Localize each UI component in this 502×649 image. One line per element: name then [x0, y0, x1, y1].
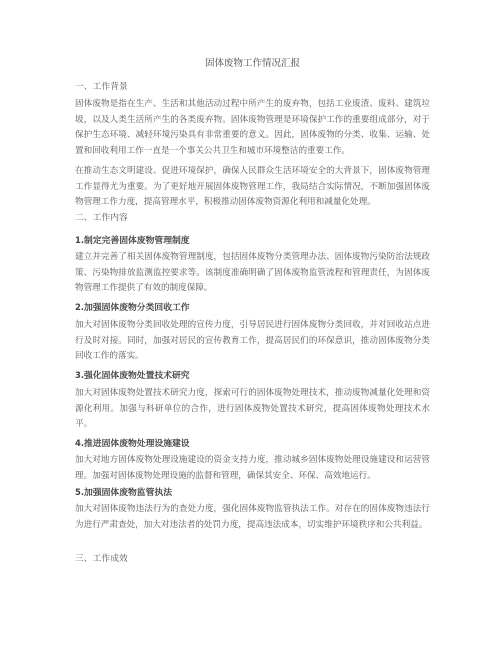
- item-heading-3: [75, 369, 190, 382]
- document-title: 固体废物工作情况汇报: [204, 58, 300, 69]
- item-paragraph-1: 建立并完善了相关固体废物管理制度，包括固体废物分类管理办法、固体废物污染防治法规政策、污染物排放监测监控要求等。该制度准确明确了固体废物监管流程和管理责任，为固体废物管理工作提供了有效的制度保障。: [75, 252, 430, 294]
- item-heading-1: [75, 234, 190, 247]
- section-heading-results: 三、工作成效: [75, 554, 128, 564]
- item-title: 制定完善固体废物管理制度: [84, 236, 190, 246]
- item-number: 3.: [75, 370, 85, 380]
- item-paragraph-5: 加大对固体废物违法行为的查处力度，强化固体废物监管执法工作。对存在的固体废物违法行为进行严肃查处，加大对违法者的处罚力度，提高违法成本，切实维护环境秩序和公共利益。: [75, 504, 430, 530]
- item-paragraph-2: 加大对固体废物分类回收处理的宣传力度，引导居民进行固体废物分类回收，并对回收站点进行及时对接。同时，加强对居民的宣传教育工作，提高居民们的环保意识，推动固体废物分类回收工作的落实。: [75, 320, 430, 362]
- item-heading-4: [75, 437, 190, 450]
- item-title: 强化固体废物处置技术研究: [84, 371, 190, 381]
- item-number: 1.: [75, 235, 85, 245]
- item-number: 5.: [75, 487, 85, 497]
- section-heading-background: 一、工作背景: [75, 82, 128, 92]
- item-heading-5: [75, 486, 172, 499]
- paragraph-background-1: 固体废物是指在生产、生活和其他活动过程中所产生的废弃物，包括工业废渣、废料、建筑垃圾，以及人类生活所产生的各类废弃物。固体废物管理是环境保护工作的重要组成部分，对于保护生态环境、减轻环境污染具有非常重要的意义。因此，固体废物的分类、收集、运输、处置和回收利用工作一直是一个事关公共卫生和城市环境整洁的重要工作。: [75, 99, 430, 156]
- section-heading-content: 二、工作内容: [75, 213, 128, 223]
- item-title: 推进固体废物处理设施建设: [84, 439, 190, 449]
- item-paragraph-4: 加大对地方固体废物处理设施建设的资金支持力度，推动城乡固体废物处理设施建设和运营管理。加强对固体废物处理设施的监督和管理，确保其安全、环保、高效地运行。: [75, 455, 430, 481]
- item-title: 加强固体废物监管执法: [84, 488, 172, 498]
- item-number: 2.: [75, 302, 85, 312]
- item-title: 加强固体废物分类回收工作: [84, 303, 190, 313]
- item-number: 4.: [75, 438, 85, 448]
- item-heading-2: [75, 301, 190, 314]
- paragraph-background-2: 在推动生态文明建设、促进环境保护，确保人民群众生活环境安全的大背景下，固体废物管理工作显得尤为重要。为了更好地开展固体废物管理工作，我局结合实际情况，不断加强固体废物管理工作力度，提高管理水平，积极推动固体废物资源化利用和减量化处理。: [75, 166, 430, 208]
- item-paragraph-3: 加大对固体废物处置技术研究力度，探索可行的固体废物处理技术，推动废物减量化处理和资源化利用。加强与科研单位的合作，进行固体废物处置技术研究，提高固体废物处理技术水平。: [75, 388, 430, 430]
